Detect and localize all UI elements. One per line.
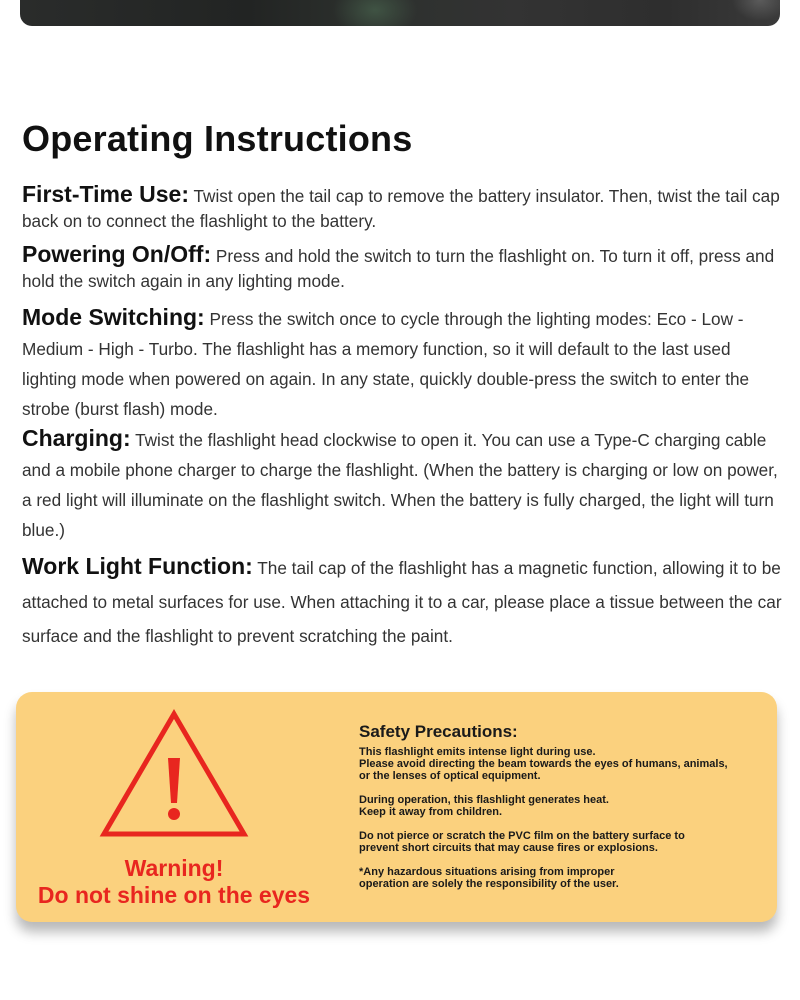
instruction-heading: Powering On/Off:	[22, 241, 212, 267]
safety-item: *Any hazardous situations arising from improper operation are solely the responsibility of the user.	[359, 866, 619, 890]
instruction-body: Twist open the tail cap to remove the battery insulator. Then, twist the tail cap back on to connect the flashlight to the battery.	[22, 186, 780, 231]
page-title: Operating Instructions	[22, 118, 413, 159]
instruction-heading: Charging:	[22, 425, 131, 451]
safety-item: This flashlight emits intense light during use. Please avoid directing the beam towards the eyes of humans, animals, or the lenses of optical equipment.	[359, 746, 728, 782]
instruction-work-light	[22, 549, 782, 653]
instruction-heading: Mode Switching:	[22, 304, 205, 330]
warning-box	[16, 692, 777, 922]
instruction-powering	[22, 242, 782, 294]
safety-title: Safety Precautions:	[359, 722, 518, 741]
instruction-body: The tail cap of the flashlight has a magnetic function, allowing it to be attached to metal surfaces for use. When attaching it to a car, please place a tissue between the car surface and the flashlight to prevent scratching the paint.	[22, 558, 782, 646]
instruction-charging	[22, 423, 782, 545]
product-photo-strip	[20, 0, 780, 26]
warning-triangle-icon	[98, 708, 250, 840]
instruction-mode-switching	[22, 302, 782, 424]
safety-item: Do not pierce or scratch the PVC film on the battery surface to prevent short circuits that may cause fires or explosions.	[359, 830, 685, 854]
safety-precautions	[359, 722, 774, 902]
instruction-first-time-use	[22, 182, 782, 234]
instruction-heading: First-Time Use:	[22, 181, 190, 207]
warning-subtitle: Do not shine on the eyes	[37, 882, 311, 908]
instruction-body: Press the switch once to cycle through the lighting modes: Eco - Low - Medium - High - Turbo. The flashlight has a memory function, so it will default to the last used lighting mode when powered on again. In any state, quickly double-press the switch to enter the strobe (burst flash) mode.	[22, 309, 750, 419]
safety-item: During operation, this flashlight generates heat. Keep it away from children.	[359, 794, 609, 818]
warning-title: Warning!	[124, 855, 224, 881]
instruction-body: Press and hold the switch to turn the flashlight on. To turn it off, press and hold the switch again in any lighting mode.	[22, 246, 775, 291]
instruction-body: Twist the flashlight head clockwise to open it. You can use a Type-C charging cable and a mobile phone charger to charge the flashlight. (When the battery is charging or low on power, a red light will illuminate on the flashlight switch. When the battery is fully charged, the light will turn blue.)	[22, 430, 778, 540]
instruction-heading: Work Light Function:	[22, 553, 253, 579]
